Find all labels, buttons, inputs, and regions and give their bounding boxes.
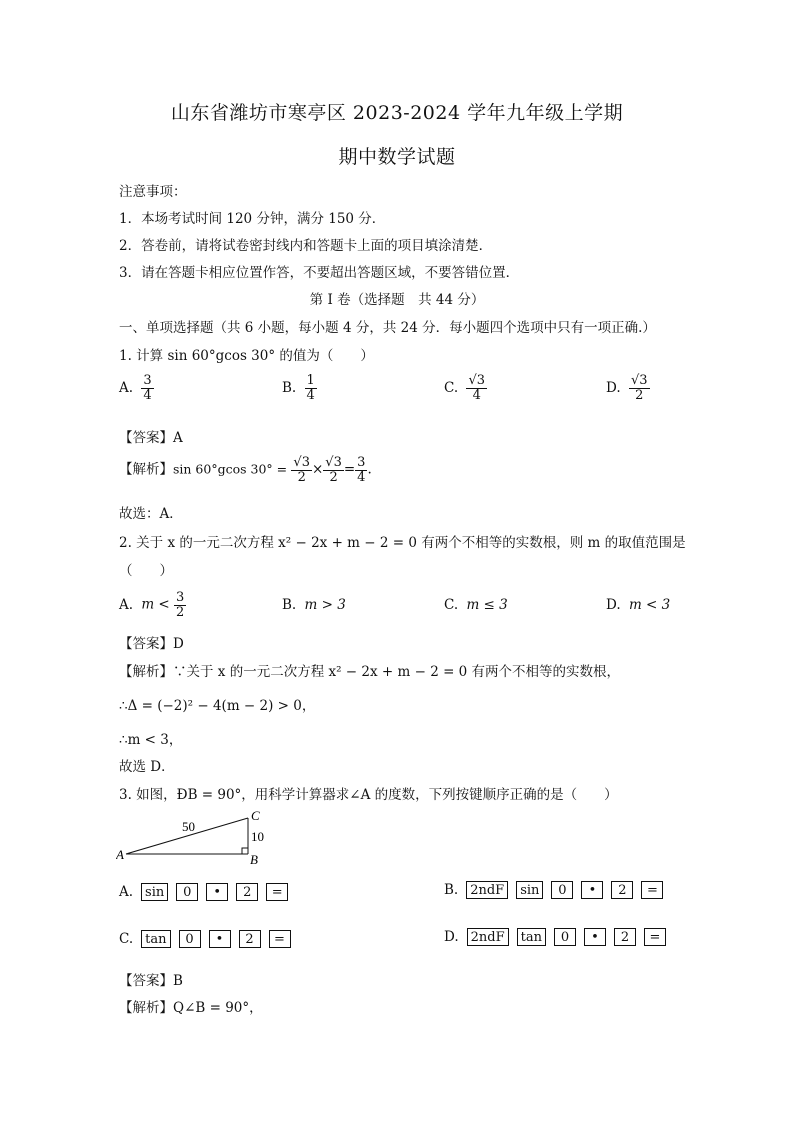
option-text: m < <box>141 596 170 613</box>
analysis-label: 【解析】 <box>119 461 173 478</box>
key-0: 0 <box>179 930 201 948</box>
part-heading: 第 I 卷（选择题 共 44 分） <box>309 292 485 308</box>
q2-conclusion: 故选 D． <box>119 759 175 775</box>
q2-analysis-2: ∴Δ = (−2)² − 4(m − 2) > 0， <box>119 698 316 714</box>
q2-analysis-1: 【解析】∵关于 x 的一元二次方程 x² − 2x + m − 2 = 0 有两个不相等的实数根， <box>119 664 621 680</box>
page-title-line1: 山东省潍坊市寒亭区 2023-2024 学年九年级上学期 <box>170 102 624 124</box>
key-2: 2 <box>236 883 258 901</box>
fraction-denominator: 2 <box>635 387 644 403</box>
key-2ndf: 2ndF <box>467 928 509 946</box>
option-label: B. <box>282 597 297 613</box>
q1-option-b <box>282 374 317 402</box>
hypotenuse-length-label: 50 <box>182 819 195 834</box>
option-label: A. <box>119 379 134 396</box>
key-equals: = <box>266 883 288 901</box>
key-dot: • <box>206 883 228 901</box>
key-tan: tan <box>517 928 546 946</box>
vertex-b-label: B <box>250 852 258 867</box>
q2-option-c <box>444 597 508 613</box>
question-2-paren: （ ） <box>119 563 173 579</box>
q1-analysis: 【解析】sin 60°gcos 30° = $\frac{√3}{2}$ × $\frac{√3}{2}$ = $\frac{3}{4}$ . <box>119 455 372 485</box>
q1-option-d <box>606 374 650 402</box>
key-tan: tan <box>141 930 170 948</box>
q2-option-d <box>606 597 670 613</box>
option-label: C. <box>444 597 459 613</box>
note-item-3: 3．请在答题卡相应位置作答，不要超出答题区域，不要答错位置． <box>119 265 520 281</box>
q3-option-c <box>119 930 291 948</box>
q1-option-a <box>119 374 154 402</box>
option-label: B. <box>282 379 297 396</box>
analysis-expression: sin 60°gcos 30° = <box>173 461 288 477</box>
question-3-stem: 3. 如图，ÐB = 90°，用科学计算器求∠A 的度数，下列按键顺序正确的是（ ） <box>119 787 618 803</box>
key-equals: = <box>641 881 663 899</box>
fraction-numerator: 1 <box>306 373 315 388</box>
key-2: 2 <box>239 930 261 948</box>
leg-length-label: 10 <box>251 829 264 844</box>
q1-conclusion: 故选：A． <box>119 506 183 522</box>
key-equals: = <box>269 930 291 948</box>
option-label: D. <box>444 929 459 945</box>
option-label: C. <box>444 379 459 396</box>
key-2: 2 <box>611 881 633 899</box>
q2-option-b <box>282 597 346 613</box>
q1-answer: 【答案】A <box>119 430 183 446</box>
question-2-stem: 2. 关于 x 的一元二次方程 x² − 2x + m − 2 = 0 有两个不相等的实数根，则 m 的取值范围是 <box>119 535 686 551</box>
option-text: m > 3 <box>304 597 346 613</box>
fraction-numerator: 3 <box>143 373 152 388</box>
triangle-figure <box>116 806 276 868</box>
analysis-tail: . <box>367 461 372 478</box>
q2-answer: 【答案】D <box>119 636 184 652</box>
q3-option-b <box>444 881 663 899</box>
key-2: 2 <box>614 928 636 946</box>
note-item-2: 2．答卷前，请将试卷密封线内和答题卡上面的项目填涂清楚． <box>119 238 493 254</box>
note-item-1: 1．本场考试时间 120 分钟，满分 150 分． <box>119 211 386 227</box>
key-dot: • <box>209 930 231 948</box>
question-1-stem: 1. 计算 sin 60°gcos 30° 的值为（ ） <box>119 348 374 364</box>
key-dot: • <box>581 881 603 899</box>
fraction-denominator: 4 <box>472 387 481 403</box>
option-label: A. <box>119 596 134 613</box>
section-heading: 一、单项选择题（共 6 小题，每小题 4 分，共 24 分．每小题四个选项中只有一项正确.） <box>119 320 656 336</box>
option-label: D. <box>606 379 621 396</box>
page-title-line2: 期中数学试题 <box>338 146 456 168</box>
key-sin: sin <box>516 881 543 899</box>
fraction-numerator: √3 <box>468 373 485 388</box>
option-label: C. <box>119 931 134 947</box>
q3-option-a <box>119 883 288 901</box>
q2-option-a: A. m < $\frac{3}{2}$ <box>119 590 185 620</box>
vertex-a-label: A <box>116 847 124 862</box>
key-dot: • <box>584 928 606 946</box>
option-label: B. <box>444 882 459 898</box>
vertex-c-label: C <box>251 808 260 823</box>
q3-option-d <box>444 928 666 946</box>
notes-heading: 注意事项： <box>119 184 187 200</box>
q2-analysis-3: ∴m < 3， <box>119 732 183 748</box>
q3-analysis: 【解析】Q∠B = 90°， <box>119 1000 263 1016</box>
fraction-denominator: 4 <box>143 387 152 403</box>
key-0: 0 <box>551 881 573 899</box>
q1-option-c <box>444 374 487 402</box>
fraction-numerator: √3 <box>630 373 648 388</box>
key-sin: sin <box>141 883 168 901</box>
option-label: A. <box>119 884 134 900</box>
option-text: m ≤ 3 <box>466 597 508 613</box>
q3-answer: 【答案】B <box>119 973 183 989</box>
key-equals: = <box>644 928 666 946</box>
key-0: 0 <box>176 883 198 901</box>
fraction-denominator: 4 <box>306 387 315 403</box>
key-0: 0 <box>554 928 576 946</box>
key-2ndf: 2ndF <box>466 881 508 899</box>
option-text: m < 3 <box>628 597 671 613</box>
option-label: D. <box>606 597 621 613</box>
